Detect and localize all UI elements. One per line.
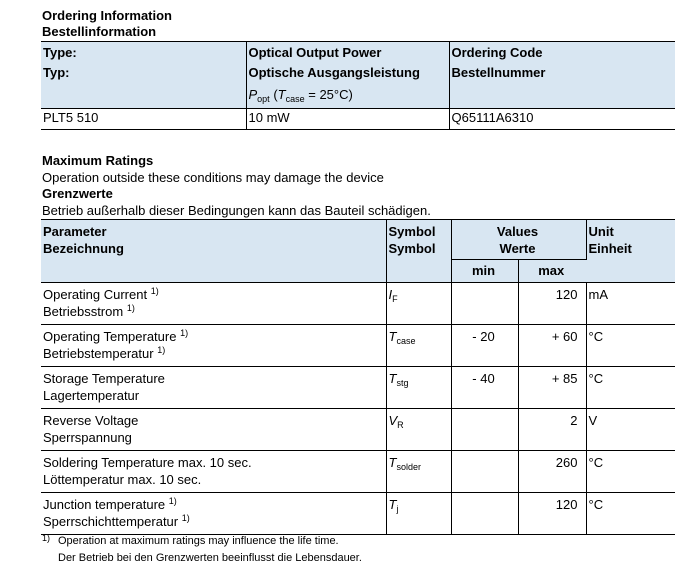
footnote-text-de: Der Betrieb bei den Grenzwerten beeinflusst die Lebensdauer. — [58, 552, 362, 564]
ratings-min — [451, 409, 518, 451]
ratings-hdr-unit — [586, 220, 675, 283]
ratings-param-de: Löttemperatur max. 10 sec. — [43, 472, 202, 487]
ordering-title-de: Bestellinformation — [42, 24, 157, 39]
ratings-hdr-parameter-en: Parameter — [43, 224, 107, 239]
footnote-ref: 1) — [168, 496, 177, 506]
ratings-symbol — [386, 325, 451, 367]
ratings-row — [41, 283, 675, 325]
footnote-ref: 1) — [150, 286, 159, 296]
ratings-max: 120 — [518, 493, 586, 535]
ratings-symbol-sub: j — [396, 504, 399, 514]
ratings-row — [41, 367, 675, 409]
ordering-code-value: Q65111A6310 — [449, 109, 675, 130]
ratings-hdr-unit-de: Einheit — [588, 241, 632, 256]
ratings-symbol-letter: T — [388, 329, 397, 344]
ratings-max: 120 — [518, 283, 586, 325]
ordering-hdr-empty-3 — [449, 86, 675, 109]
ratings-min — [451, 451, 518, 493]
ordering-power-cond-value: = 25°C) — [304, 87, 353, 102]
ratings-min: - 40 — [451, 367, 518, 409]
ordering-hdr-power-de: Optische Ausgangsleistung — [246, 64, 449, 86]
ordering-hdr-empty-1 — [41, 86, 246, 109]
ordering-title-en: Ordering Information — [42, 8, 172, 23]
ratings-symbol-letter: T — [388, 497, 397, 512]
ratings-param — [41, 283, 386, 325]
ratings-unit: °C — [586, 325, 675, 367]
ratings-hdr-max: max — [518, 260, 586, 283]
ratings-param — [41, 367, 386, 409]
ratings-hdr-values-en: Values — [496, 224, 539, 239]
ordering-table — [41, 41, 675, 130]
ratings-min — [451, 493, 518, 535]
ratings-symbol — [386, 493, 451, 535]
ratings-symbol-sub: case — [396, 336, 416, 346]
footnote-text-en: Operation at maximum ratings may influence the life time. — [58, 535, 339, 547]
ratings-param-en: Operating Current — [43, 287, 148, 302]
ratings-min: - 20 — [451, 325, 518, 367]
ratings-param-de: Betriebstemperatur — [43, 346, 154, 361]
ratings-hdr-values-de: Werte — [499, 241, 536, 256]
ordering-hdr-type-en: Type: — [41, 42, 246, 65]
ordering-hdr-power-en: Optical Output Power — [246, 42, 449, 65]
ratings-header-row-1 — [41, 220, 675, 260]
ratings-param-de: Sperrschichttemperatur — [43, 514, 179, 529]
ordering-type-value: PLT5 510 — [41, 109, 246, 130]
ratings-symbol — [386, 451, 451, 493]
ratings-unit: °C — [586, 493, 675, 535]
ratings-hdr-unit-en: Unit — [588, 224, 614, 239]
ratings-symbol — [386, 367, 451, 409]
ordering-power-value: 10 mW — [246, 109, 449, 130]
ratings-symbol — [386, 409, 451, 451]
ratings-symbol-sub: solder — [396, 462, 421, 472]
ratings-param-de: Sperrspannung — [43, 430, 132, 445]
footnote-ref: 1) — [180, 328, 189, 338]
ratings-max: 2 — [518, 409, 586, 451]
ratings-row — [41, 451, 675, 493]
ratings-symbol-letter: T — [388, 455, 397, 470]
ratings-unit: °C — [586, 451, 675, 493]
ratings-unit: °C — [586, 367, 675, 409]
ratings-param-en: Storage Temperature — [43, 371, 165, 386]
ordering-data-row — [41, 109, 675, 130]
ratings-param — [41, 451, 386, 493]
ratings-symbol-letter: I — [388, 287, 393, 302]
ratings-param — [41, 409, 386, 451]
ratings-symbol — [386, 283, 451, 325]
ratings-hdr-symbol-en: Symbol — [388, 224, 436, 239]
ratings-symbol-letter: T — [388, 371, 397, 386]
footnote-mark: 1) — [42, 533, 51, 543]
ratings-param-en: Junction temperature — [43, 497, 166, 512]
ratings-unit: mA — [586, 283, 675, 325]
ratings-hdr-min: min — [451, 260, 518, 283]
ordering-power-cond-symbol: T — [277, 87, 286, 102]
ordering-power-cond-open: ( — [273, 87, 278, 102]
ratings-param — [41, 325, 386, 367]
ratings-symbol-sub: F — [392, 294, 398, 304]
ratings-row — [41, 493, 675, 535]
ordering-hdr-power-condition — [246, 86, 449, 109]
ratings-symbol-letter: V — [388, 413, 398, 428]
ordering-hdr-code-de: Bestellnummer — [449, 64, 675, 86]
ratings-desc-en: Operation outside these conditions may damage the device — [42, 170, 384, 185]
ratings-hdr-symbol-de: Symbol — [388, 241, 436, 256]
ordering-header-row-2 — [41, 64, 675, 86]
ratings-hdr-parameter-de: Bezeichnung — [43, 241, 124, 256]
ratings-hdr-values — [451, 220, 586, 260]
ordering-power-symbol-sub: opt — [257, 94, 270, 104]
ratings-hdr-symbol — [386, 220, 451, 283]
ratings-title-en: Maximum Ratings — [42, 153, 154, 168]
ratings-param — [41, 493, 386, 535]
ratings-param-en: Reverse Voltage — [43, 413, 139, 428]
ordering-header-row-3 — [41, 86, 675, 109]
ratings-max: 260 — [518, 451, 586, 493]
ratings-row — [41, 325, 675, 367]
footnote-ref: 1) — [126, 303, 135, 313]
ratings-min — [451, 283, 518, 325]
ratings-param-en: Soldering Temperature max. 10 sec. — [43, 455, 252, 470]
footnote-ref: 1) — [181, 513, 190, 523]
ratings-symbol-sub: stg — [396, 378, 409, 388]
ratings-table — [41, 219, 675, 535]
ratings-max: + 60 — [518, 325, 586, 367]
ratings-max: + 85 — [518, 367, 586, 409]
ordering-hdr-code-en: Ordering Code — [449, 42, 675, 65]
ratings-param-de: Lagertemperatur — [43, 388, 140, 403]
ordering-power-cond-sub: case — [285, 94, 305, 104]
ratings-param-en: Operating Temperature — [43, 329, 177, 344]
ratings-param-de: Betriebsstrom — [43, 304, 124, 319]
ordering-hdr-type-de: Typ: — [41, 64, 246, 86]
footnote-ref: 1) — [157, 345, 166, 355]
ratings-hdr-parameter — [41, 220, 386, 283]
ratings-symbol-sub: R — [397, 420, 404, 430]
ratings-row — [41, 409, 675, 451]
ratings-unit: V — [586, 409, 675, 451]
footnote — [42, 533, 642, 569]
ratings-title-de: Grenzwerte — [42, 186, 113, 201]
ordering-power-symbol: P — [248, 87, 258, 102]
ordering-header-row-1 — [41, 42, 675, 65]
ratings-desc-de: Betrieb außerhalb dieser Bedingungen kann das Bauteil schädigen. — [42, 203, 431, 218]
